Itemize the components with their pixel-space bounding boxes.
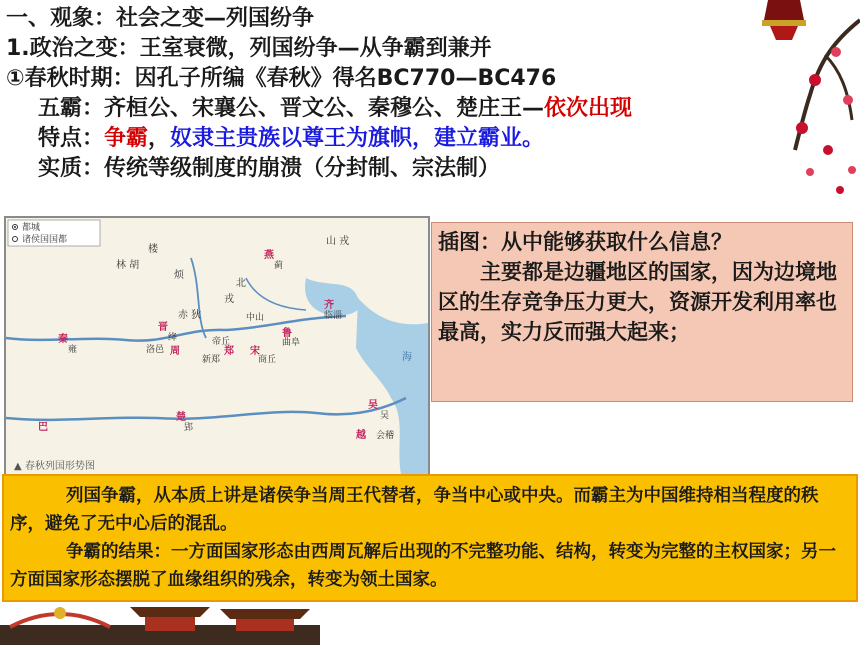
- characteristics-line: [6, 124, 856, 154]
- label-zheng: 郑: [224, 346, 234, 357]
- label-wu: 吴: [368, 400, 378, 411]
- characteristics-label: 特点：: [38, 126, 105, 151]
- label-linzi: 临淄: [324, 311, 343, 321]
- label-fan: 烦: [174, 270, 184, 281]
- section-title: 一、观象：社会之变—列国纷争: [6, 6, 315, 31]
- label-chidi: 赤 狄: [178, 310, 202, 321]
- legend-capital: 都城: [22, 223, 41, 233]
- label-bei: 北: [236, 278, 246, 289]
- politics-subtitle: 1.政治之变：王室衰微，列国纷争—从争霸到兼并: [6, 36, 492, 61]
- label-qin: 秦: [58, 334, 68, 345]
- palace-bridge-decoration: [0, 597, 320, 645]
- label-jin: 晋: [158, 322, 168, 333]
- label-ba: 巴: [38, 422, 48, 433]
- label-qi: 齐: [324, 300, 334, 311]
- spring-autumn-map: [4, 216, 430, 476]
- label-diqiu: 帝丘: [212, 337, 231, 347]
- question-text: 插图：从中能够获取什么信息？: [438, 230, 732, 254]
- label-rong: 戎: [224, 294, 234, 305]
- label-zhongshan: 中山: [246, 313, 265, 323]
- answer-text: 主要都是边疆地区的国家，因为边境地区的生存竞争压力更大，资源开发利用率也最高，实力反而强大起来；: [438, 260, 837, 344]
- label-lou: 楼: [148, 244, 158, 255]
- label-ying: 郢: [184, 423, 194, 433]
- characteristics-blue: 奴隶主贵族以尊王为旗帜，建立霸业。: [170, 126, 545, 151]
- summary-paragraph-2: 争霸的结果：一方面国家形态由西周瓦解后出现的不完整功能、结构，转变为完整的主权国家；另一方面国家形态摆脱了血缘组织的残余，转变为领土国家。: [10, 542, 836, 590]
- five-hegemons-emphasis: 依次出现: [544, 96, 633, 121]
- label-lu: 鲁: [282, 328, 292, 339]
- label-shanrong: 山 戎: [326, 236, 350, 247]
- label-luoyi: 洛邑: [146, 345, 165, 355]
- label-kuaiji: 会稽: [376, 431, 395, 441]
- five-hegemons-line: [6, 94, 856, 124]
- label-qufu: 曲阜: [282, 338, 301, 348]
- chunqiu-period: ①春秋时期：因孔子所编《春秋》得名BC770—BC476: [6, 66, 557, 91]
- characteristics-red: 争霸: [104, 126, 149, 151]
- label-yan: 燕: [264, 250, 274, 261]
- label-linhu: 林 胡: [116, 260, 140, 271]
- legend-state-capital: 诸侯国国都: [22, 235, 68, 245]
- label-jiang: 绛: [168, 333, 178, 343]
- label-ji: 蓟: [274, 261, 284, 271]
- summary-box: [2, 474, 858, 602]
- label-yong: 雍: [68, 345, 78, 355]
- label-shangqiu: 商丘: [258, 355, 277, 365]
- five-hegemons-text: 五霸：齐桓公、宋襄公、晋文公、秦穆公、楚庄王—: [38, 96, 545, 121]
- label-xinzheng: 新郑: [202, 355, 221, 365]
- summary-paragraph-1: 列国争霸，从本质上讲是诸侯争当周王代替者，争当中心或中央。而霸主为中国维持相当程度的秩序，避免了无中心后的混乱。: [10, 486, 819, 534]
- header-text-block: [6, 4, 856, 184]
- label-song: 宋: [250, 346, 260, 357]
- question-box: [431, 222, 853, 402]
- label-wu-city: 吴: [380, 411, 390, 421]
- label-chu: 楚: [176, 412, 186, 423]
- characteristics-sep: ，: [148, 126, 171, 151]
- label-yue: 越: [356, 430, 366, 441]
- essence-line: 实质：传统等级制度的崩溃（分封制、宗法制）: [38, 156, 501, 181]
- label-zhou: 周: [170, 346, 180, 357]
- label-sea: 海: [402, 352, 412, 363]
- map-caption: ▲ 春秋列国形势图: [14, 461, 95, 472]
